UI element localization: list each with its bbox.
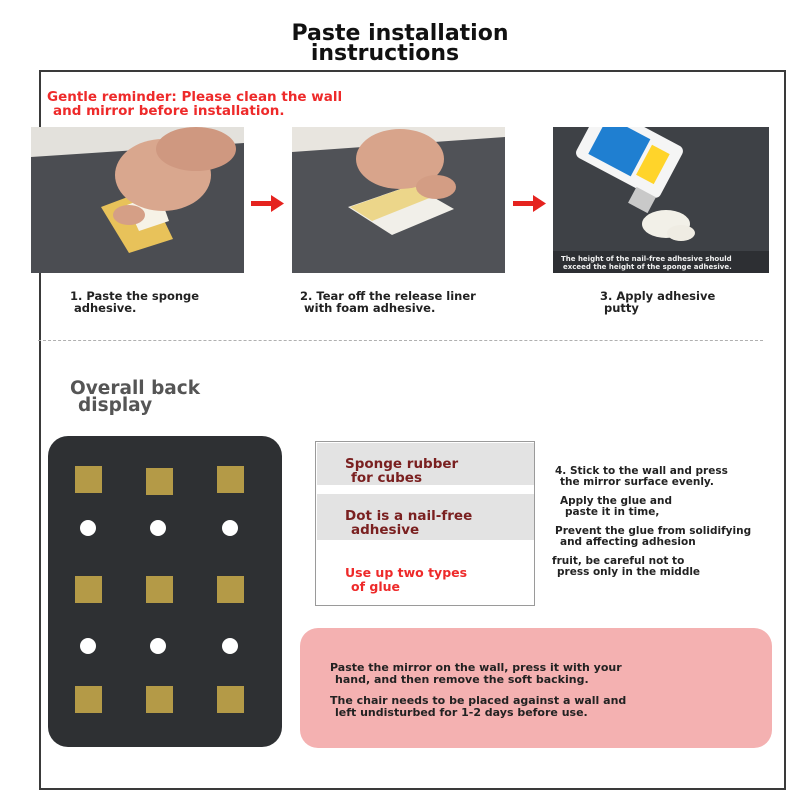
glue-dot bbox=[222, 638, 238, 654]
step4-notes bbox=[552, 466, 751, 586]
step1-photo bbox=[31, 127, 244, 273]
final-notes bbox=[330, 662, 626, 728]
step4-note: Prevent the glue from solidifying and affecting adhesion bbox=[555, 525, 752, 548]
glue-dot bbox=[80, 638, 96, 654]
final-note: The chair needs to be placed against a wall and left undisturbed for 1-2 days before use. bbox=[330, 694, 627, 719]
reminder-line1: Gentle reminder: Please clean the wall bbox=[47, 89, 343, 105]
reminder-text bbox=[47, 90, 342, 118]
section-heading: Overall back display bbox=[70, 378, 201, 416]
step2-photo bbox=[292, 127, 505, 273]
glue-dot bbox=[222, 520, 238, 536]
title-line1: Paste installation bbox=[291, 21, 509, 46]
back-display-board bbox=[48, 436, 282, 747]
reminder-line2: and mirror before installation. bbox=[53, 103, 285, 119]
legend-item-dot: Dot is a nail-free adhesive bbox=[345, 508, 473, 538]
sponge-pad bbox=[75, 686, 102, 713]
sponge-pad bbox=[146, 468, 173, 495]
legend-box bbox=[315, 441, 535, 606]
sponge-pad bbox=[75, 576, 102, 603]
sponge-pad bbox=[217, 686, 244, 713]
section-divider bbox=[38, 340, 763, 341]
page-title bbox=[0, 21, 800, 66]
glue-dot bbox=[150, 520, 166, 536]
arrow-right-icon bbox=[251, 193, 285, 219]
legend-item-glue: Use up two types of glue bbox=[345, 565, 468, 594]
final-note: Paste the mirror on the wall, press it with your hand, and then remove the soft backing. bbox=[330, 661, 622, 686]
sponge-pad bbox=[217, 576, 244, 603]
step4-note: fruit, be careful not to press only in the middle bbox=[552, 555, 701, 578]
arrow-right-icon bbox=[513, 193, 547, 219]
sponge-pad bbox=[146, 686, 173, 713]
step4-note: 4. Stick to the wall and press the mirror surface evenly. bbox=[555, 465, 728, 488]
step2-caption: 2. Tear off the release liner with foam adhesive. bbox=[300, 289, 476, 315]
sponge-pad bbox=[146, 576, 173, 603]
glue-dot bbox=[150, 638, 166, 654]
step3-photo bbox=[553, 127, 769, 273]
title-line2: instructions bbox=[310, 41, 460, 66]
legend-item-sponge: Sponge rubber for cubes bbox=[345, 456, 459, 486]
sponge-pad bbox=[217, 466, 244, 493]
glue-dot bbox=[80, 520, 96, 536]
step1-caption: 1. Paste the sponge adhesive. bbox=[70, 289, 200, 315]
step3-caption: 3. Apply adhesive putty bbox=[600, 289, 716, 315]
photo3-note: The height of the nail-free adhesive should exceed the height of the sponge adhesive. bbox=[561, 255, 732, 271]
sponge-pad bbox=[75, 466, 102, 493]
step4-note: Apply the glue and paste it in time, bbox=[560, 495, 672, 518]
